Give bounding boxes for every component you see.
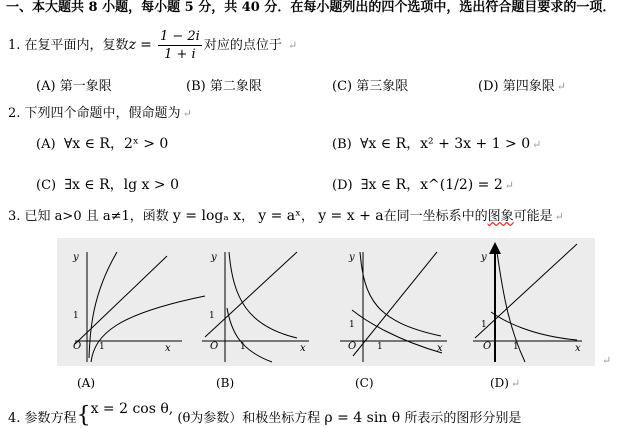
question-2-stem [8,102,192,121]
question-4-stem [8,403,521,428]
axis-y: y [349,252,355,263]
formula-exp: y = aˣ [258,208,302,224]
curve-line [353,252,437,356]
return-mark-icon: ↵ [182,107,192,120]
option-letter: (D) [332,178,353,193]
axis-one: 1 [240,342,246,352]
q1-option-d[interactable] [478,75,566,94]
graph-a[interactable] [75,252,205,362]
axis-one: 1 [349,320,355,330]
option-text: 第三象限 [356,79,409,94]
q2-option-a[interactable] [36,133,168,153]
axis-origin: O [73,341,82,352]
question-text: (θ为参数）和极坐标方程 [177,411,321,426]
question-1-stem [8,25,297,65]
option-letter: (A) [36,79,56,94]
curve-exp [229,252,297,338]
axis-y: y [211,252,217,263]
q2-option-d[interactable] [332,174,514,194]
q1-option-b[interactable] [186,75,262,94]
option-letter: (D) [478,79,499,94]
curve-line [205,252,297,337]
curve-log [227,308,272,362]
q2-option-b[interactable] [332,133,541,153]
axis-x: x [300,343,306,354]
return-mark-icon: ↵ [602,354,612,367]
return-mark-icon: ↵ [287,39,298,52]
question-text: 在复平面内，复数 [24,38,129,53]
option-letter: (A) [36,137,56,152]
question-text: 参数方程 [24,411,77,426]
option-letter: (C) [332,79,353,94]
fraction-numerator: 1 − 2i [159,29,200,44]
graph-label-d[interactable] [490,376,520,390]
graph-panel [57,238,595,366]
option-math: ∀x ∈ R，x² + 3x + 1 > 0 [359,136,531,152]
return-mark-icon: ↵ [556,80,566,93]
axis-y: y [73,252,79,263]
formula-log: y = logₐ x [172,208,242,224]
fraction-denominator: 1 + i [164,47,196,62]
curve-log [497,252,525,362]
question-text: 所表示的图形分别是 [404,411,522,426]
question-number: 3. [8,209,21,224]
math-equals: = [140,37,152,53]
return-mark-icon: ↵ [510,377,521,390]
axis-origin: O [483,341,492,352]
question-number: 1. [8,38,21,53]
return-mark-icon: ↵ [554,210,564,223]
graph-label-a[interactable]: (A) [77,376,96,390]
option-math: ∃x ∈ R，lg x > 0 [64,177,179,193]
axis-x: x [575,343,581,354]
curve-log [91,296,205,362]
axis-one: 1 [73,311,79,321]
return-mark-icon: ↵ [532,138,542,151]
question-text: 对应的点位于 [203,38,282,53]
graph-label-c[interactable]: (C) [355,376,374,390]
axis-origin: O [210,341,219,352]
axis-origin: O [348,341,357,352]
formula-line: y = x + a [318,208,384,224]
graph-label-text: (D) [490,376,509,390]
return-mark-icon: ↵ [504,179,514,192]
q1-option-c[interactable] [332,75,408,94]
axis-x: x [437,343,443,354]
param-equation: x = 2 cos θ, [90,401,174,417]
curve-log [352,310,442,353]
question-text: 可能是 [513,209,553,224]
brace-icon: { [76,403,91,428]
axis-one: 1 [209,311,215,321]
axis-y: y [481,252,487,263]
option-math: ∃x ∈ R，x^(1/2) = 2 [360,177,503,193]
axis-x: x [165,343,171,354]
curve-line [75,256,167,344]
q2-option-c[interactable] [36,174,179,194]
axis-one: 1 [513,342,519,352]
option-text: 第二象限 [209,79,262,94]
question-text: 下列四个命题中，假命题为 [24,106,181,121]
question-text: 在同一坐标系中的 [383,209,488,224]
option-letter: (B) [332,137,352,152]
graphs-svg [57,238,595,366]
option-math: ∀x ∈ R，2ˣ > 0 [63,136,169,152]
option-letter: (B) [186,79,206,94]
axis-one: 1 [377,342,383,352]
fraction [158,28,202,63]
curve-exp [491,312,577,340]
option-letter: (C) [36,178,57,193]
q1-option-a[interactable] [36,75,112,94]
axis-one: 1 [481,320,487,330]
section-header: 一、本大题共 8 小题，每小题 5 分，共 40 分．在每小题列出的四个选项中，选出符合题目要求的一项． [6,0,616,15]
question-3-stem: 3. 已知 a>0 且 a≠1，函数 y = logₐ x， y = aˣ， y = x + a在同一坐标系中的图象可能是 ↵ [8,208,564,224]
question-number: 4. [8,411,21,426]
option-text: 第一象限 [59,79,112,94]
question-text: 已知 a>0 且 a≠1，函数 [24,209,169,224]
question-text-flagged: 图象 [487,209,514,224]
math-var: z [128,37,136,53]
question-number: 2. [8,106,21,121]
graph-label-b[interactable]: (B) [216,376,235,390]
polar-equation: ρ = 4 sin θ [324,410,401,426]
option-text: 第四象限 [502,79,555,94]
curve-line [475,244,577,338]
axis-one: 1 [99,342,105,352]
